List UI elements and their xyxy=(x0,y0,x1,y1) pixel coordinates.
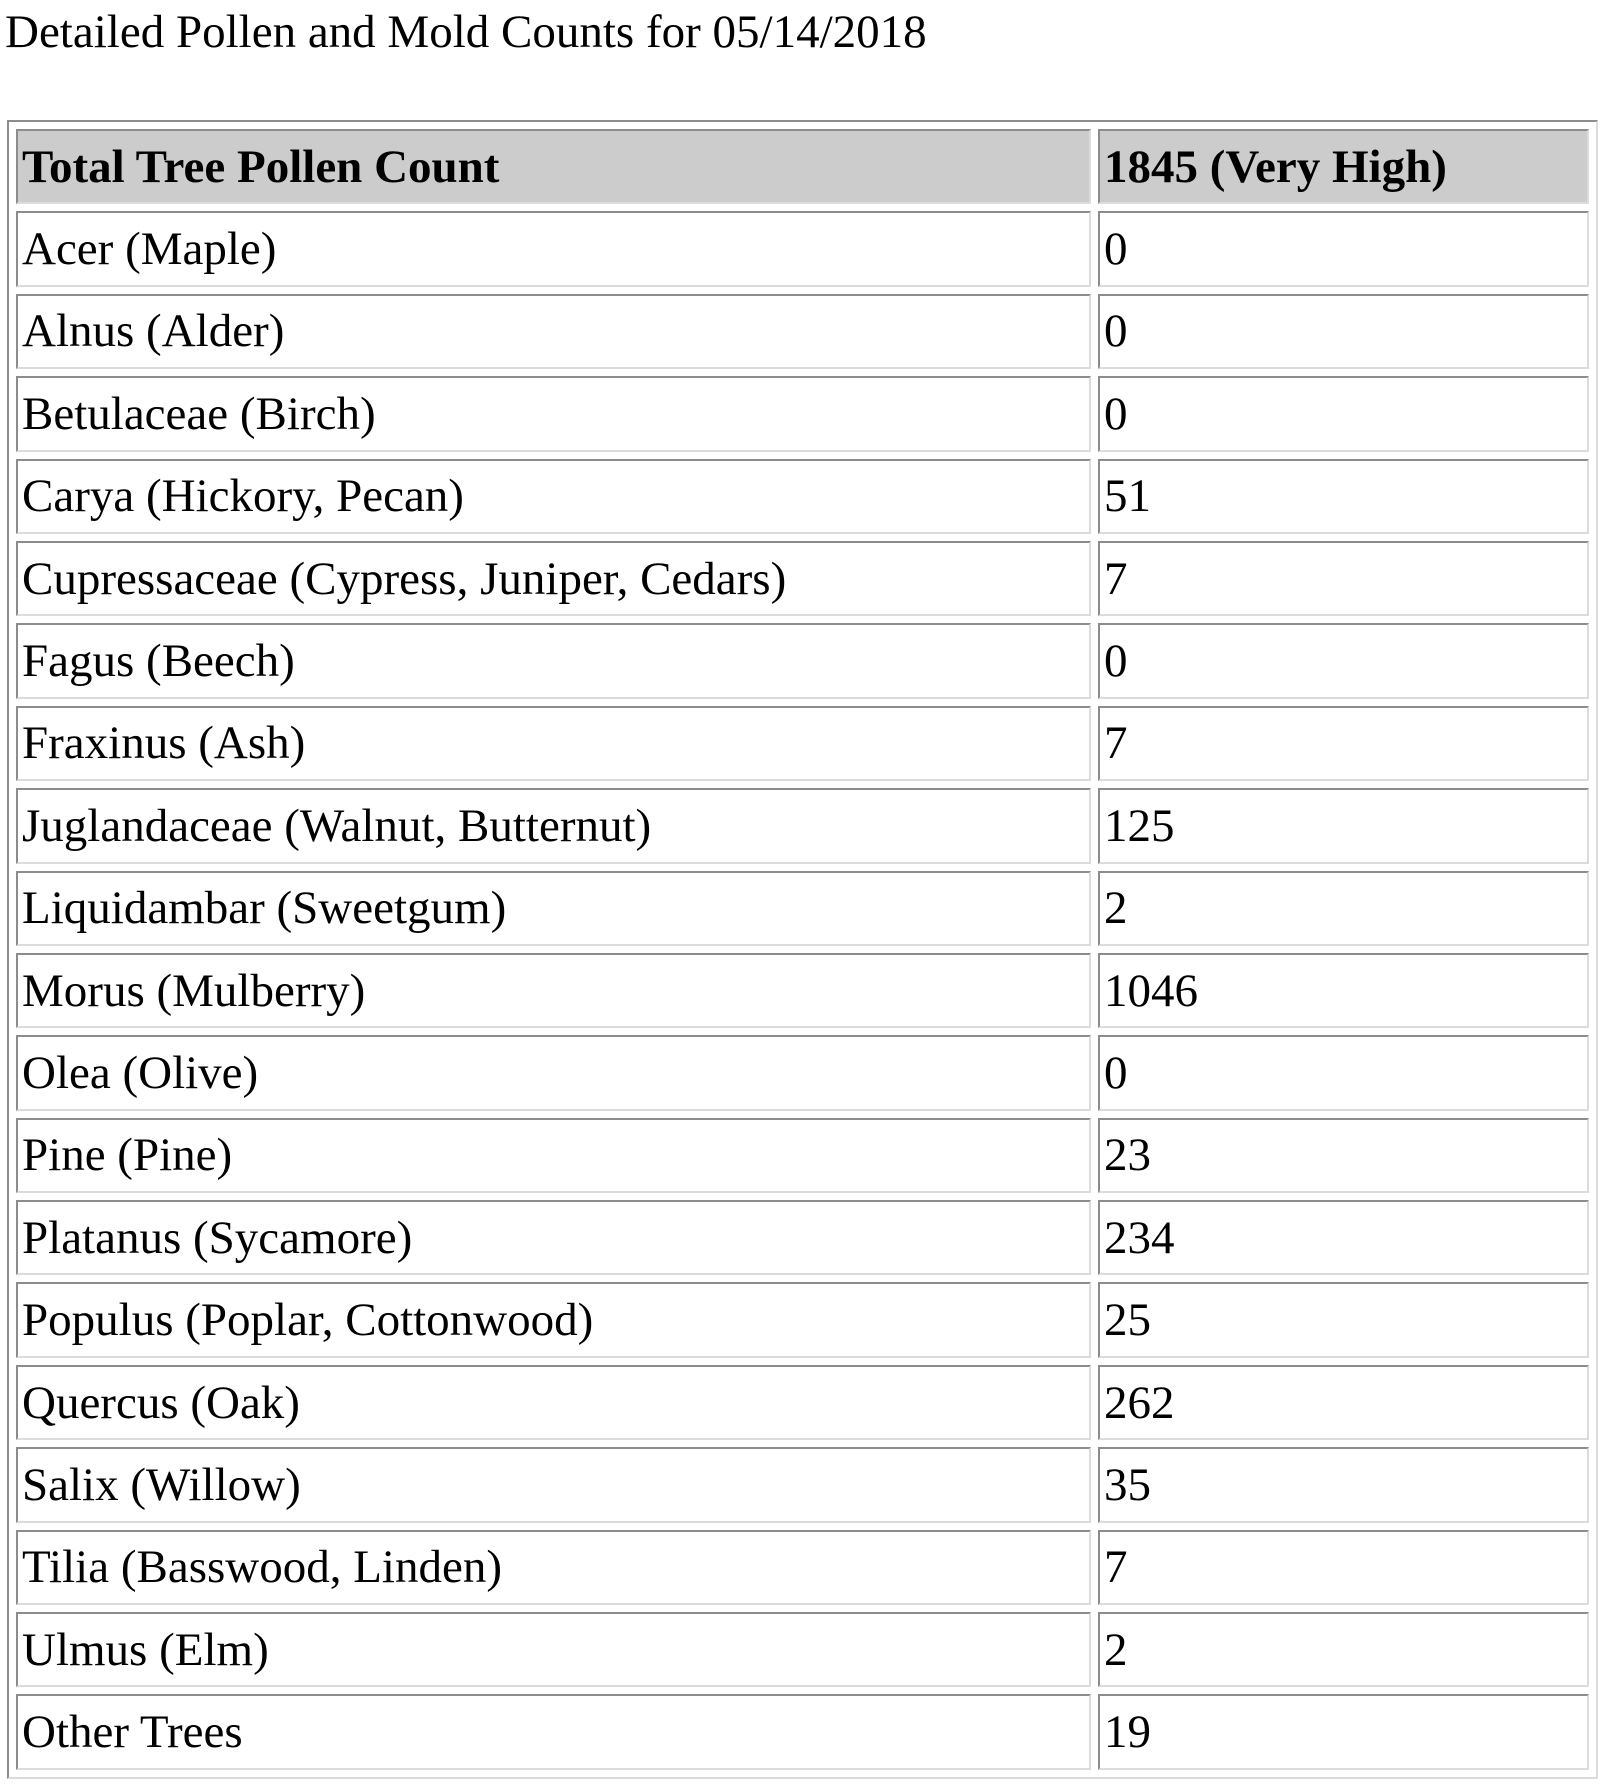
pollen-name-cell: Olea (Olive) xyxy=(16,1035,1091,1110)
pollen-count-cell: 234 xyxy=(1098,1200,1589,1275)
pollen-name-cell: Ulmus (Elm) xyxy=(16,1612,1091,1687)
pollen-count-cell: 35 xyxy=(1098,1447,1589,1522)
pollen-name-cell: Fraxinus (Ash) xyxy=(16,706,1091,781)
pollen-count-cell: 0 xyxy=(1098,294,1589,369)
table-row xyxy=(16,211,1589,286)
pollen-name-cell: Populus (Poplar, Cottonwood) xyxy=(16,1282,1091,1357)
pollen-count-cell: 0 xyxy=(1098,623,1589,698)
pollen-name-cell: Cupressaceae (Cypress, Juniper, Cedars) xyxy=(16,541,1091,616)
pollen-count-cell: 2 xyxy=(1098,1612,1589,1687)
table-row xyxy=(16,1200,1589,1275)
page-title: Detailed Pollen and Mold Counts for 05/14/2018 xyxy=(5,6,927,58)
total-tree-pollen-label: Total Tree Pollen Count xyxy=(16,129,1091,204)
pollen-name-cell: Fagus (Beech) xyxy=(16,623,1091,698)
table-row xyxy=(16,788,1589,863)
pollen-count-cell: 51 xyxy=(1098,459,1589,534)
table-row xyxy=(16,1612,1589,1687)
pollen-count-cell: 23 xyxy=(1098,1118,1589,1193)
pollen-name-cell: Other Trees xyxy=(16,1694,1091,1770)
pollen-count-cell: 0 xyxy=(1098,211,1589,286)
pollen-count-cell: 7 xyxy=(1098,541,1589,616)
table-row xyxy=(16,376,1589,451)
pollen-count-cell: 25 xyxy=(1098,1282,1589,1357)
pollen-name-cell: Pine (Pine) xyxy=(16,1118,1091,1193)
pollen-name-cell: Platanus (Sycamore) xyxy=(16,1200,1091,1275)
table-row xyxy=(16,1694,1589,1770)
total-tree-pollen-value: 1845 (Very High) xyxy=(1098,129,1589,204)
table-row xyxy=(16,953,1589,1028)
pollen-count-cell: 0 xyxy=(1098,376,1589,451)
pollen-count-cell: 19 xyxy=(1098,1694,1589,1770)
pollen-name-cell: Tilia (Basswood, Linden) xyxy=(16,1530,1091,1605)
pollen-name-cell: Alnus (Alder) xyxy=(16,294,1091,369)
tree-pollen-table xyxy=(7,120,1598,1779)
pollen-count-cell: 7 xyxy=(1098,706,1589,781)
table-row xyxy=(16,1118,1589,1193)
table-row xyxy=(16,1447,1589,1522)
pollen-count-cell: 0 xyxy=(1098,1035,1589,1110)
table-row xyxy=(16,294,1589,369)
pollen-name-cell: Morus (Mulberry) xyxy=(16,953,1091,1028)
pollen-count-cell: 7 xyxy=(1098,1530,1589,1605)
pollen-name-cell: Carya (Hickory, Pecan) xyxy=(16,459,1091,534)
pollen-count-cell: 2 xyxy=(1098,871,1589,946)
pollen-name-cell: Quercus (Oak) xyxy=(16,1365,1091,1440)
table-row xyxy=(16,871,1589,946)
table-row xyxy=(16,1365,1589,1440)
table-header-row xyxy=(16,129,1589,204)
table-row xyxy=(16,1035,1589,1110)
table-row xyxy=(16,706,1589,781)
pollen-count-cell: 125 xyxy=(1098,788,1589,863)
table-row xyxy=(16,459,1589,534)
table-row xyxy=(16,1282,1589,1357)
pollen-name-cell: Juglandaceae (Walnut, Butternut) xyxy=(16,788,1091,863)
table-row xyxy=(16,623,1589,698)
pollen-name-cell: Betulaceae (Birch) xyxy=(16,376,1091,451)
table-row xyxy=(16,1530,1589,1605)
pollen-name-cell: Acer (Maple) xyxy=(16,211,1091,286)
pollen-count-cell: 262 xyxy=(1098,1365,1589,1440)
pollen-count-cell: 1046 xyxy=(1098,953,1589,1028)
table-row xyxy=(16,541,1589,616)
pollen-name-cell: Liquidambar (Sweetgum) xyxy=(16,871,1091,946)
pollen-name-cell: Salix (Willow) xyxy=(16,1447,1091,1522)
